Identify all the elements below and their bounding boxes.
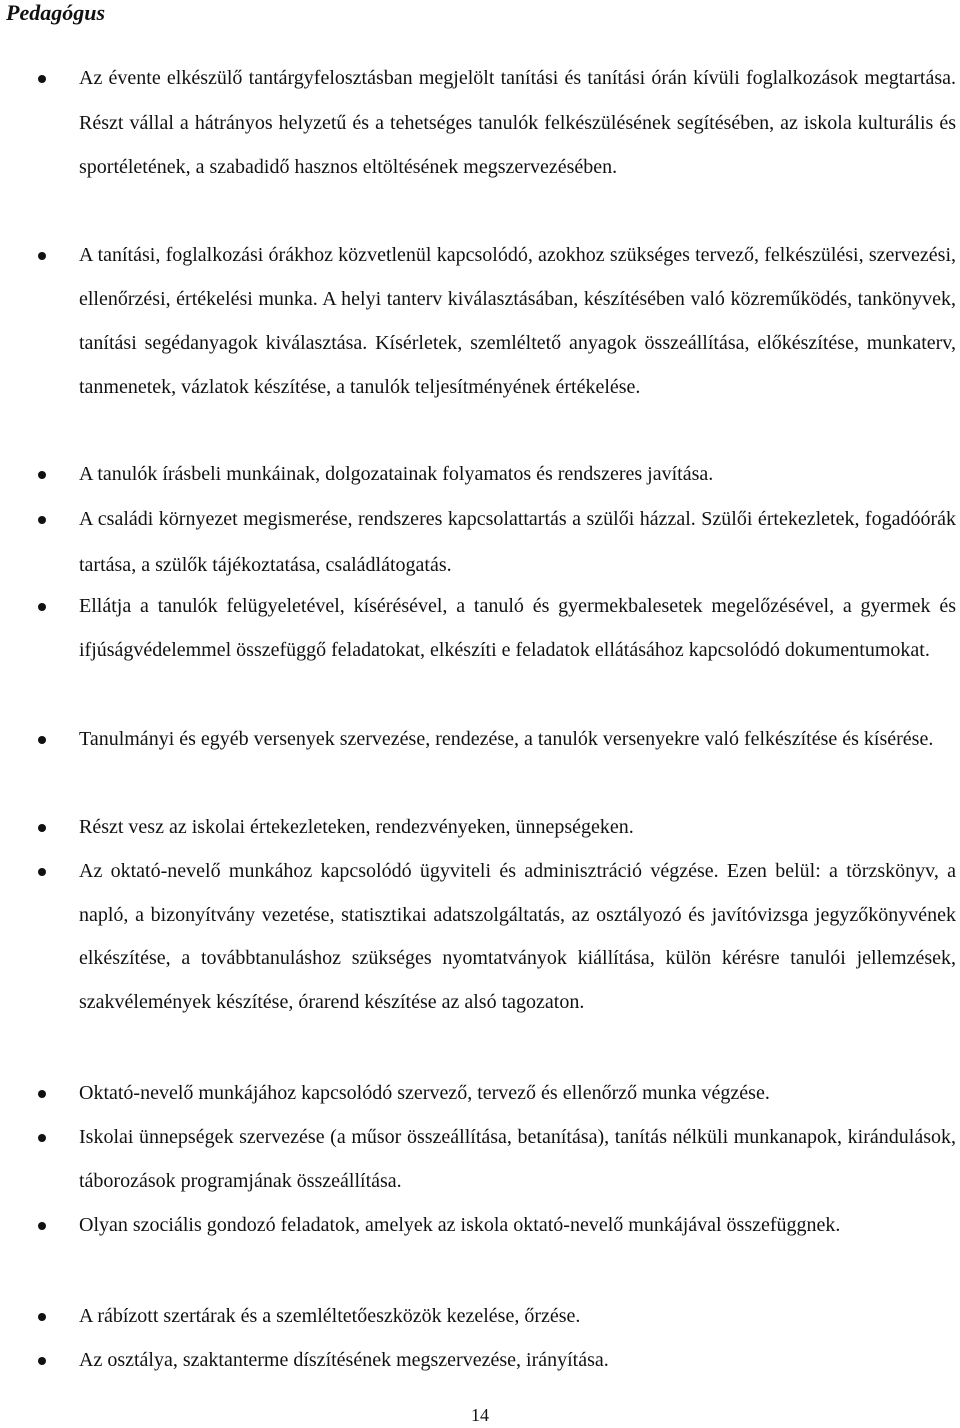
bullet-icon [38,471,46,479]
bullet-icon [38,824,46,832]
bullet-icon [38,252,46,260]
list-item [79,805,956,849]
list-item-text: Az osztálya, szaktanterme díszítésének megszervezése, irányítása. [79,1349,609,1371]
bullet-icon [38,75,46,83]
list-item [79,1204,956,1248]
bullet-icon [38,868,46,876]
list-item-text: A tanulók írásbeli munkáinak, dolgozatainak folyamatos és rendszeres javítása. [79,463,714,485]
list-item [79,1294,956,1338]
list-item-text: Az évente elkészülő tantárgyfelosztásban megjelölt tanítási és tanítási órán kívüli foglalkozások megtartása. Részt vállal a hátrányos helyzetű és a tehetséges tanulók felkészülésének segítésében, az iskola kulturális és sportéletének, a szabadidő hasznos eltöltésének megszervezésében. [79,67,956,178]
bullet-icon [38,516,46,524]
list-item-text: A családi környezet megismerése, rendszeres kapcsolattartás a szülői házzal. Szülői értekezletek, fogadóórák tartása, a szülők tájékoztatása, családlátogatás. [79,508,956,576]
list-item-text: Iskolai ünnepségek szervezése (a műsor összeállítása, betanítása), tanítás nélküli munkanapok, kirándulások, táborozások programjának összeállítása. [79,1126,956,1192]
list-item-text: Oktató-nevelő munkájához kapcsolódó szervező, tervező és ellenőrző munka végzése. [79,1082,770,1104]
list-item [79,585,956,672]
list-item [79,1071,956,1115]
bullet-icon [38,1313,46,1321]
bullet-icon [38,736,46,744]
list-item-text: Részt vesz az iskolai értekezleteken, rendezvényeken, ünnepségeken. [79,816,634,838]
list-item-text: Az oktató-nevelő munkához kapcsolódó ügyviteli és adminisztráció végzése. Ezen belül: a törzskönyv, a napló, a bizonyítvány vezetése, statisztikai adatszolgáltatás, az osztályozó és javítóvizsga jegyzőkönyvének elkészítése, a továbbtanuláshoz szükséges nyomtatványok kiállítása, külön kérésre tanulói jellemzések, szakvélemények készítése, órarend készítése az alsó tagozaton. [79,860,956,1013]
list-item [79,452,956,496]
list-item [79,717,956,761]
bullet-icon [38,1134,46,1142]
list-item [79,850,956,1024]
list-item-text: Tanulmányi és egyéb versenyek szervezése, rendezése, a tanulók versenyekre való felkészítése és kísérése. [79,728,934,750]
list-item [79,1116,956,1203]
list-item [79,233,956,409]
bullet-icon [38,603,46,611]
list-item-text: Ellátja a tanulók felügyeletével, kísérésével, a tanuló és gyermekbalesetek megelőzésével, a gyermek és ifjúságvédelemmel összefüggő feladatokat, elkészíti e feladatok ellátásához kapcsolódó dokumentumokat. [79,595,956,661]
list-item-text: Olyan szociális gondozó feladatok, amelyek az iskola oktató-nevelő munkájával összefüggnek. [79,1214,841,1236]
bullet-icon [38,1357,46,1365]
bullet-icon [38,1222,46,1230]
list-item [79,1338,956,1382]
page-number: 14 [471,1405,489,1425]
bullet-icon [38,1090,46,1098]
list-item-text: A tanítási, foglalkozási órákhoz közvetlenül kapcsolódó, azokhoz szükséges tervező, felkészülési, szervezési, ellenőrzési, értékelési munka. A helyi tanterv kiválasztásában, készítésében való közreműködés, tankönyvek, tanítási segédanyagok kiválasztása. Kísérletek, szemléltető anyagok összeállítása, előkészítése, munkaterv, tanmenetek, vázlatok készítése, a tanulók teljesítményének értékelése. [79,244,956,398]
page-heading: Pedagógus [6,0,105,25]
list-item [79,56,956,190]
list-item [79,496,956,588]
list-item-text: A rábízott szertárak és a szemléltetőeszközök kezelése, őrzése. [79,1305,581,1327]
